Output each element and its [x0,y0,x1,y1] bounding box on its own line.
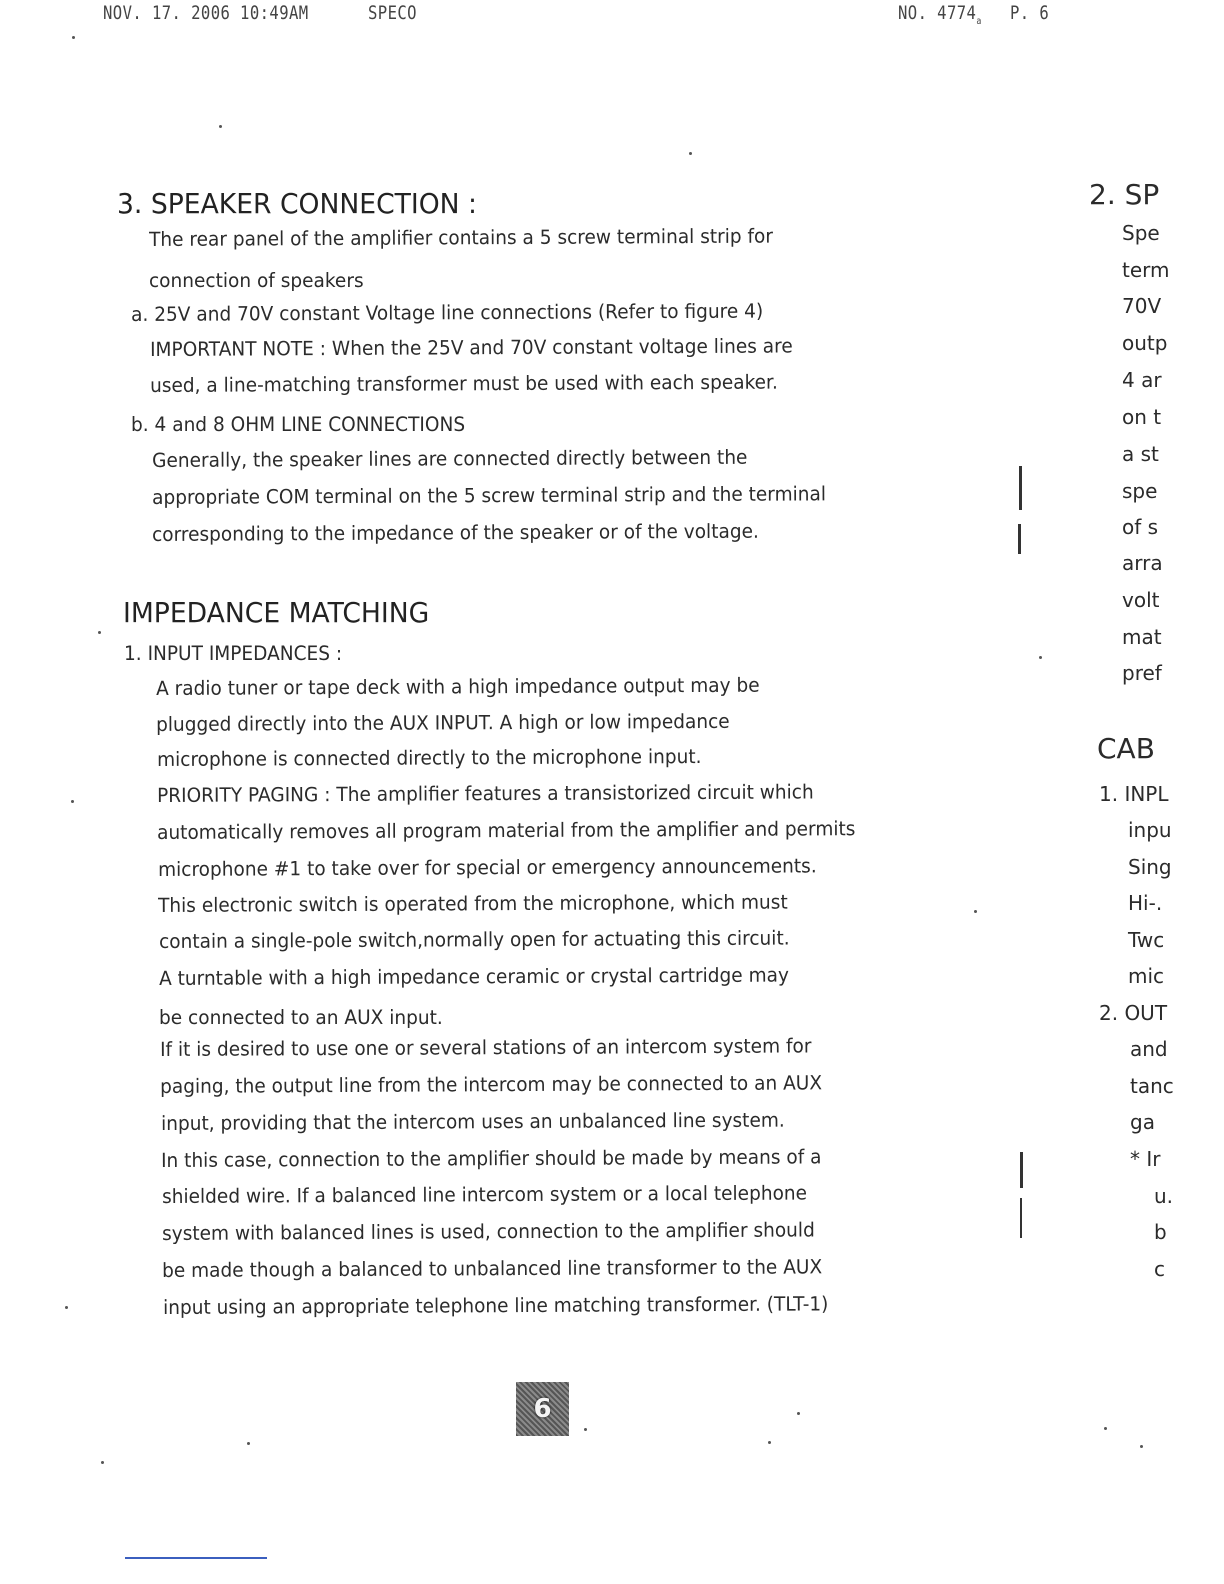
text-line: connection of speakers [149,269,364,292]
right-fragment: Sing [1128,855,1172,879]
right-fragment: ga [1130,1110,1155,1134]
right-fragment: of s [1122,515,1159,539]
right-fragment: Hi-. [1128,891,1163,915]
text-line: plugged directly into the AUX INPUT. A high or low impedance [156,709,730,736]
right-fragment: 4 ar [1122,368,1162,392]
page-number-badge [516,1382,569,1436]
text-line: appropriate COM terminal on the 5 screw terminal strip and the terminal [152,482,827,509]
right-fragment: term [1122,258,1170,282]
scan-speck [1104,1427,1107,1430]
scan-speck [1039,656,1042,659]
text-line: microphone is connected directly to the microphone input. [157,744,702,771]
scan-speck [974,910,977,913]
right-fragment: spe [1122,479,1158,503]
fax-datetime: NOV. 17. 2006 10:49AM [103,2,309,24]
right-fragment: on t [1122,405,1162,429]
text-line: paging, the output line from the intercom may be connected to an AUX [160,1071,823,1098]
right-fragment: pref [1122,661,1162,685]
fax-number-suffix: a [976,15,982,27]
fax-page: P. 6 [1010,2,1050,24]
scan-speck [689,152,692,155]
right-fragment: * Ir [1130,1147,1161,1171]
text-line: The rear panel of the amplifier contains a 5 screw terminal strip for [149,224,774,251]
text-line: PRIORITY PAGING : The amplifier features a transistorized circuit which [157,780,814,807]
text-line: contain a single-pole switch,normally open for actuating this circuit. [159,926,790,953]
text-line: input, providing that the intercom uses an unbalanced line system. [161,1108,785,1135]
right-fragment: Spe [1122,221,1160,245]
scan-artifact [1018,524,1021,554]
right-heading-2: CAB [1097,732,1155,765]
right-fragment: and [1130,1037,1168,1061]
text-line: IMPORTANT NOTE : When the 25V and 70V constant voltage lines are [150,334,793,361]
text-line: input using an appropriate telephone line matching transformer. (TLT-1) [163,1292,829,1319]
scan-artifact [1020,1198,1022,1238]
scan-speck [584,1428,587,1431]
scan-speck [72,36,75,39]
right-fragment: mic [1128,964,1165,988]
text-line: shielded wire. If a balanced line intercom system or a local telephone [162,1181,808,1208]
fax-number-main: NO. 4774 [898,2,977,24]
scan-speck [1140,1445,1143,1448]
right-fragment: mat [1122,625,1162,649]
text-line: a. 25V and 70V constant Voltage line connections (Refer to figure 4) [131,299,764,326]
text-line: system with balanced lines is used, connection to the amplifier should [162,1218,815,1245]
right-fragment: 1. INPL [1099,782,1169,806]
text-line: In this case, connection to the amplifier should be made by means of a [161,1145,822,1172]
text-line: This electronic switch is operated from the microphone, which must [158,890,788,917]
right-fragment: u. [1154,1184,1174,1208]
right-fragment: tanc [1130,1074,1174,1098]
text-line: A turntable with a high impedance ceramic or crystal cartridge may [159,963,789,990]
scan-speck [247,1442,250,1445]
right-fragment: 2. OUT [1099,1001,1168,1025]
impedance-matching-heading: IMPEDANCE MATCHING [123,596,430,629]
text-line: automatically removes all program material from the amplifier and permits [157,817,856,844]
input-impedances-subheading: 1. INPUT IMPEDANCES : [124,642,343,665]
text-line: used, a line-matching transformer must be used with each speaker. [150,370,778,397]
scan-speck [101,1461,104,1464]
right-heading-1: 2. SP [1089,178,1160,211]
text-line: be made though a balanced to unbalanced line transformer to the AUX [162,1255,823,1282]
right-fragment: outp [1122,331,1168,355]
scan-speck [65,1306,68,1309]
text-line: If it is desired to use one or several stations of an intercom system for [160,1034,812,1061]
scan-speck [219,125,222,128]
page-number: 6 [533,1394,552,1424]
text-line: Generally, the speaker lines are connected directly between the [152,445,748,472]
right-fragment: 70V [1122,294,1162,318]
scan-artifact [1019,466,1022,510]
right-fragment: Twc [1128,928,1165,952]
scan-speck [71,800,74,803]
fax-sender: SPECO [368,2,417,24]
text-line: b. 4 and 8 OHM LINE CONNECTIONS [131,413,466,436]
right-fragment: b [1154,1220,1167,1244]
scan-speck [768,1441,771,1444]
right-fragment: inpu [1128,818,1172,842]
scan-speck [797,1412,800,1415]
text-line: corresponding to the impedance of the speaker or of the voltage. [152,519,759,546]
scan-artifact [1020,1152,1023,1188]
bottom-rule [125,1557,267,1559]
right-fragment: c [1154,1257,1165,1281]
text-line: be connected to an AUX input. [159,1006,443,1029]
scan-speck [98,631,101,634]
right-fragment: a st [1122,442,1159,466]
text-line: microphone #1 to take over for special or emergency announcements. [158,854,817,881]
text-line: A radio tuner or tape deck with a high impedance output may be [156,673,760,700]
right-fragment: volt [1122,588,1160,612]
right-fragment: arra [1122,551,1163,575]
speaker-connection-heading: 3. SPEAKER CONNECTION : [117,187,477,220]
fax-number [898,2,982,27]
